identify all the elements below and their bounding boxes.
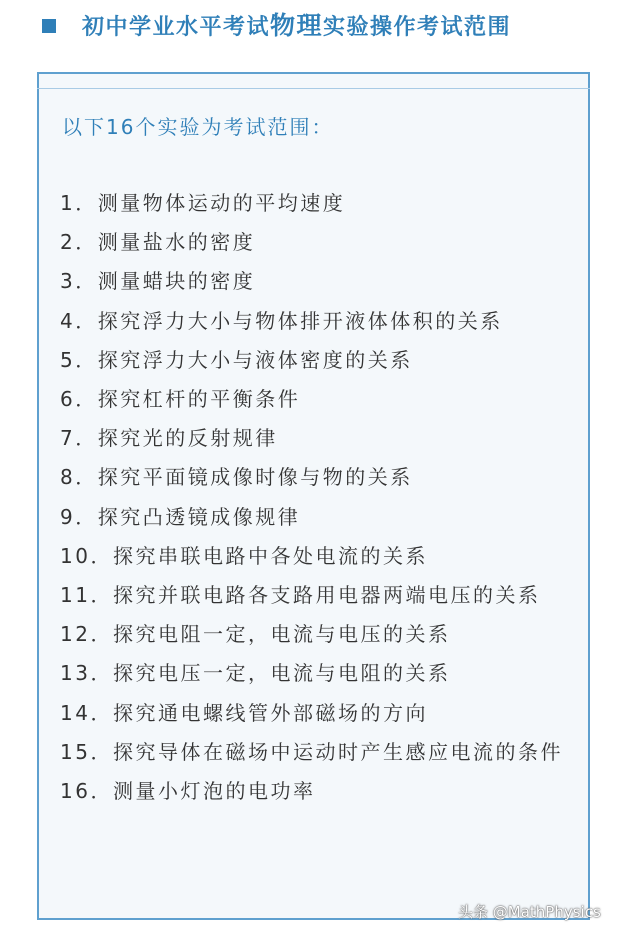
list-item: 12．探究电阻一定，电流与电压的关系 <box>60 622 451 647</box>
title-part-1: 初中学业水平考试 <box>82 15 271 40</box>
list-item: 8．探究平面镜成像时像与物的关系 <box>60 465 413 490</box>
watermark-text: 头条 @MathPhysics <box>458 903 601 921</box>
list-item: 14．探究通电螺线管外部磁场的方向 <box>60 700 428 725</box>
page-title <box>82 8 511 46</box>
list-item: 1．测量物体运动的平均速度 <box>60 191 346 215</box>
title-emphasis: 物理 <box>270 11 324 40</box>
intro-text: 以下16个实验为考试范围： <box>62 115 334 139</box>
list-item: 5．探究浮力大小与液体密度的关系 <box>60 347 413 372</box>
title-part-2: 实验操作考试范围 <box>323 15 512 40</box>
list-item: 11．探究并联电路各支路用电器两端电压的关系 <box>60 583 541 608</box>
list-item: 15．探究导体在磁场中运动时产生感应电流的条件 <box>60 739 563 764</box>
header-square-icon <box>42 19 56 33</box>
page-header <box>0 0 640 54</box>
list-item: 2．测量盐水的密度 <box>60 230 256 255</box>
list-item: 13．探究电压一定，电流与电阻的关系 <box>60 661 451 686</box>
list-item: 9．探究凸透镜成像规律 <box>60 504 301 529</box>
list-item: 3．测量蜡块的密度 <box>60 269 256 294</box>
list-item: 6．探究杠杆的平衡条件 <box>60 387 301 412</box>
list-item: 4．探究浮力大小与物体排开液体体积的关系 <box>60 308 503 333</box>
list-item: 7．探究光的反射规律 <box>60 426 278 451</box>
list-item: 16．测量小灯泡的电功率 <box>60 779 316 804</box>
list-item: 10．探究串联电路中各处电流的关系 <box>60 543 428 568</box>
box-top-border <box>37 72 590 74</box>
box-divider <box>37 88 590 89</box>
experiment-list <box>60 184 580 811</box>
